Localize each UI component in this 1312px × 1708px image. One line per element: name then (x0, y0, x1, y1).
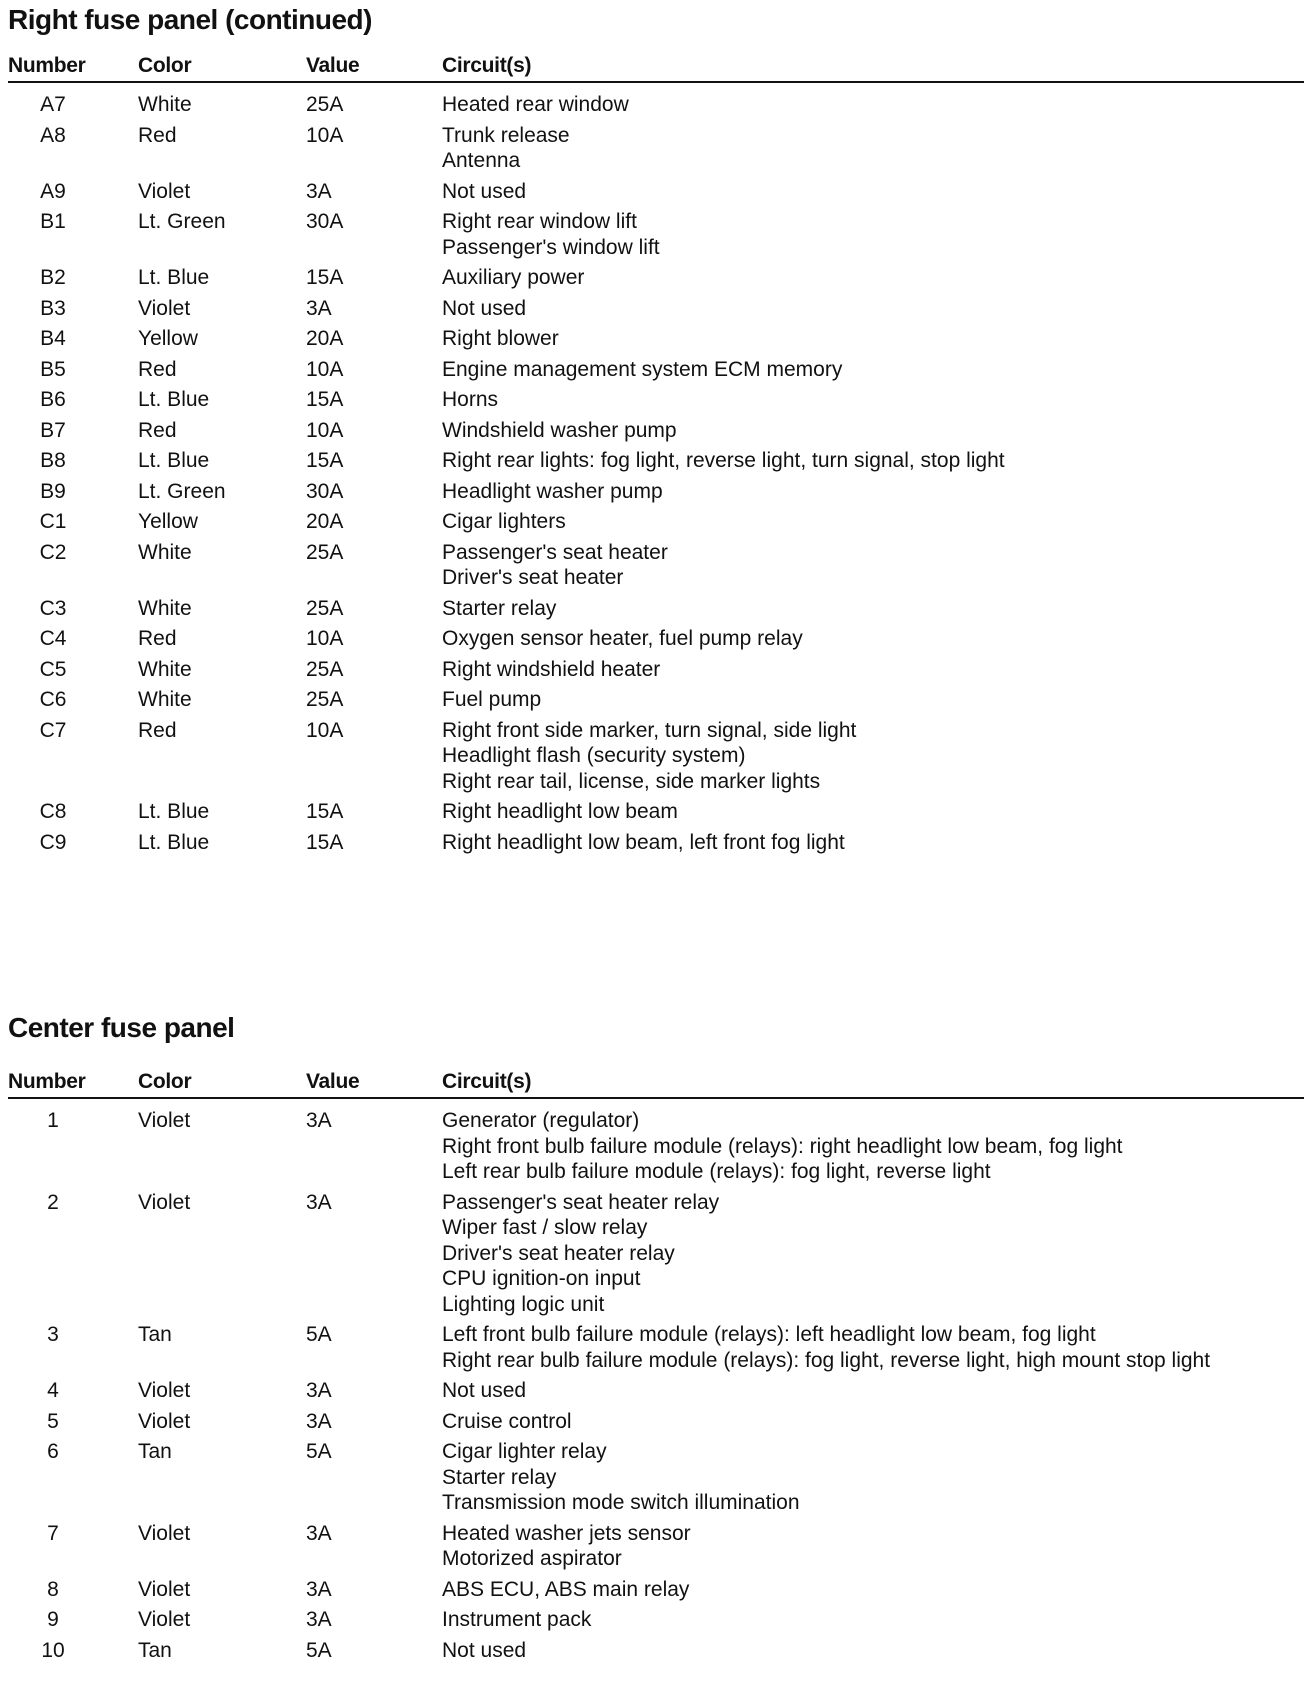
fuse-color: Tan (138, 1323, 172, 1346)
fuse-number: B1 (40, 210, 66, 233)
fuse-number: B8 (40, 449, 66, 472)
table-row (8, 209, 1304, 265)
fuse-number: 1 (47, 1109, 59, 1132)
circuit-line: Not used (442, 1379, 527, 1402)
fuse-circuits (442, 387, 1302, 413)
circuit-line: Passenger's seat heater (442, 540, 668, 564)
fuse-circuits (442, 1378, 1302, 1404)
circuit-line: Right front side marker, turn signal, side light (442, 718, 857, 742)
table-row (8, 596, 1304, 627)
table-row (8, 1521, 1304, 1577)
fuse-circuits (442, 718, 1302, 795)
fuse-color: Violet (138, 1190, 191, 1214)
fuse-number: A8 (40, 123, 66, 147)
fuse-number: 8 (47, 1577, 59, 1601)
circuit-line: Cigar lighter relay (442, 1440, 607, 1463)
header-color: Color (138, 1070, 192, 1093)
fuse-color: Lt. Blue (138, 800, 210, 823)
header-value: Value (306, 1070, 360, 1093)
fuse-color: White (138, 596, 192, 620)
fuse-circuits (442, 830, 1302, 856)
fuse-number: 6 (47, 1440, 59, 1463)
table-row (8, 418, 1304, 449)
table-body (8, 92, 1304, 860)
fuse-value: 3A (306, 1379, 332, 1402)
table-row (8, 1322, 1304, 1378)
fuse-circuits (442, 179, 1302, 205)
fuse-number: C6 (39, 688, 67, 711)
circuit-line: Driver's seat heater (442, 566, 624, 589)
right-fuse-panel-section (8, 2, 1304, 860)
table-row (8, 830, 1304, 861)
fuse-value: 10A (306, 357, 344, 381)
header-color: Color (138, 54, 192, 77)
fuse-color: Violet (138, 1521, 191, 1545)
circuit-line: Starter relay (442, 1465, 557, 1489)
fuse-color: Red (138, 123, 177, 147)
fuse-number: C5 (39, 657, 67, 681)
header-number: Number (8, 1070, 86, 1093)
circuit-line: Oxygen sensor heater, fuel pump relay (442, 627, 803, 650)
fuse-color: White (138, 688, 192, 711)
fuse-number: B3 (40, 296, 66, 320)
fuse-color: Red (138, 627, 177, 650)
circuit-line: Right rear window lift (442, 210, 637, 233)
fuse-color: Tan (138, 1440, 172, 1463)
fuse-number: B7 (40, 418, 66, 442)
fuse-color: White (138, 93, 192, 116)
fuse-number: B6 (40, 388, 66, 411)
fuse-circuits (442, 1322, 1302, 1373)
fuse-value: 3A (306, 1109, 332, 1132)
fuse-circuits (442, 687, 1302, 713)
fuse-value: 15A (306, 388, 344, 411)
fuse-value: 3A (306, 1190, 332, 1214)
table-row (8, 540, 1304, 596)
fuse-number: 5 (47, 1409, 59, 1433)
table-row (8, 687, 1304, 718)
fuse-color: Lt. Blue (138, 388, 210, 411)
fuse-circuits (442, 479, 1302, 505)
circuit-line: Instrument pack (442, 1608, 592, 1631)
fuse-number: C4 (39, 627, 67, 650)
circuit-line: Right blower (442, 327, 559, 350)
fuse-number: B5 (40, 357, 66, 381)
fuse-color: Violet (138, 1109, 191, 1132)
table-row (8, 123, 1304, 179)
circuit-line: Passenger's window lift (442, 235, 660, 259)
table-row (8, 1577, 1304, 1608)
fuse-number: 4 (47, 1379, 59, 1402)
fuse-circuits (442, 1638, 1302, 1664)
fuse-color: Lt. Blue (138, 830, 210, 854)
fuse-number: C8 (39, 800, 67, 823)
circuit-line: Antenna (442, 149, 521, 172)
fuse-value: 5A (306, 1638, 332, 1662)
circuit-line: Left front bulb failure module (relays): left headlight low beam, fog light (442, 1323, 1096, 1346)
fuse-circuits (442, 799, 1302, 825)
table-row (8, 479, 1304, 510)
circuit-line: Headlight washer pump (442, 479, 663, 503)
fuse-value: 3A (306, 1409, 332, 1433)
header-circuits: Circuit(s) (442, 54, 532, 77)
circuit-line: ABS ECU, ABS main relay (442, 1577, 690, 1601)
table-header (8, 52, 1304, 80)
fuse-circuits (442, 1108, 1302, 1185)
circuit-line: Right rear tail, license, side marker lights (442, 769, 821, 793)
fuse-number: 3 (47, 1323, 59, 1346)
header-circuits: Circuit(s) (442, 1070, 532, 1093)
fuse-circuits (442, 209, 1302, 260)
fuse-value: 15A (306, 830, 344, 854)
circuit-line: Driver's seat heater relay (442, 1241, 675, 1265)
fuse-color: Violet (138, 1577, 191, 1601)
fuse-circuits (442, 1521, 1302, 1572)
fuse-number: 7 (47, 1521, 59, 1545)
fuse-value: 3A (306, 179, 332, 203)
circuit-line: Trunk release (442, 123, 570, 147)
fuse-circuits (442, 92, 1302, 118)
fuse-color: White (138, 657, 192, 681)
table-row (8, 1409, 1304, 1440)
table-row (8, 657, 1304, 688)
fuse-circuits (442, 626, 1302, 652)
fuse-color: Tan (138, 1638, 172, 1662)
fuse-number: C1 (39, 510, 67, 533)
circuit-line: Heated washer jets sensor (442, 1521, 691, 1545)
circuit-line: Left rear bulb failure module (relays): fog light, reverse light (442, 1160, 991, 1183)
table-row (8, 92, 1304, 123)
circuit-line: Transmission mode switch illumination (442, 1491, 800, 1514)
table-body (8, 1108, 1304, 1668)
fuse-color: Lt. Blue (138, 449, 210, 472)
fuse-value: 20A (306, 510, 344, 533)
fuse-circuits (442, 123, 1302, 174)
fuse-value: 15A (306, 800, 344, 823)
header-rule (8, 81, 1304, 83)
fuse-value: 30A (306, 479, 344, 503)
fuse-number: 10 (41, 1638, 65, 1662)
fuse-color: Lt. Blue (138, 266, 210, 289)
circuit-line: Not used (442, 1638, 527, 1662)
fuse-value: 3A (306, 296, 332, 320)
table-row (8, 1607, 1304, 1638)
fuse-circuits (442, 1409, 1302, 1435)
table-row (8, 626, 1304, 657)
fuse-value: 3A (306, 1577, 332, 1601)
fuse-value: 5A (306, 1323, 332, 1346)
fuse-value: 25A (306, 540, 344, 564)
circuit-line: Right headlight low beam (442, 800, 678, 823)
fuse-number: A7 (40, 93, 66, 116)
circuit-line: Motorized aspirator (442, 1547, 622, 1570)
circuit-line: Generator (regulator) (442, 1109, 640, 1132)
circuit-line: Cigar lighters (442, 510, 566, 533)
fuse-number: B9 (40, 479, 66, 503)
center-fuse-panel-section (8, 1010, 1304, 1668)
circuit-line: Wiper fast / slow relay (442, 1216, 648, 1239)
fuse-value: 30A (306, 210, 344, 233)
table-row (8, 1108, 1304, 1190)
fuse-number: B4 (40, 327, 66, 350)
table-row (8, 326, 1304, 357)
fuse-circuits (442, 1577, 1302, 1603)
fuse-color: Violet (138, 179, 191, 203)
fuse-number: 2 (47, 1190, 59, 1214)
fuse-color: Red (138, 418, 177, 442)
fuse-circuits (442, 1190, 1302, 1318)
circuit-line: Not used (442, 179, 527, 203)
fuse-color: Lt. Green (138, 210, 226, 233)
table-row (8, 357, 1304, 388)
table-row (8, 387, 1304, 418)
circuit-line: Headlight flash (security system) (442, 744, 746, 767)
fuse-circuits (442, 418, 1302, 444)
fuse-number: C9 (39, 830, 67, 854)
fuse-circuits (442, 657, 1302, 683)
fuse-number: A9 (40, 179, 66, 203)
table-row (8, 296, 1304, 327)
fuse-circuits (442, 296, 1302, 322)
fuse-circuits (442, 1607, 1302, 1633)
fuse-number: C3 (39, 596, 67, 620)
fuse-value: 3A (306, 1521, 332, 1545)
header-number: Number (8, 54, 86, 77)
fuse-value: 5A (306, 1440, 332, 1463)
section-title: Center fuse panel (8, 1012, 235, 1043)
circuit-line: Auxiliary power (442, 266, 585, 289)
fuse-color: Violet (138, 1379, 191, 1402)
fuse-value: 25A (306, 657, 344, 681)
circuit-line: Cruise control (442, 1409, 572, 1433)
circuit-line: Right front bulb failure module (relays): right headlight low beam, fog light (442, 1134, 1123, 1158)
table-row (8, 265, 1304, 296)
table-row (8, 799, 1304, 830)
fuse-circuits (442, 448, 1302, 474)
fuse-circuits (442, 326, 1302, 352)
fuse-value: 25A (306, 688, 344, 711)
circuit-line: Heated rear window (442, 93, 629, 116)
table-row (8, 509, 1304, 540)
fuse-color: Red (138, 718, 177, 742)
fuse-number: C2 (39, 540, 67, 564)
circuit-line: Lighting logic unit (442, 1292, 605, 1316)
fuse-number: B2 (40, 266, 66, 289)
fuse-number: C7 (39, 718, 67, 742)
section-title: Right fuse panel (continued) (8, 4, 372, 35)
fuse-value: 20A (306, 327, 344, 350)
header-value: Value (306, 54, 360, 77)
fuse-circuits (442, 265, 1302, 291)
header-rule (8, 1097, 1304, 1099)
fuse-color: Violet (138, 296, 191, 320)
fuse-color: Yellow (138, 510, 198, 533)
fuse-value: 10A (306, 627, 344, 650)
fuse-circuits (442, 509, 1302, 535)
circuit-line: Windshield washer pump (442, 418, 677, 442)
fuse-value: 10A (306, 418, 344, 442)
table-row (8, 1638, 1304, 1669)
table-row (8, 179, 1304, 210)
fuse-circuits (442, 1439, 1302, 1516)
fuse-value: 15A (306, 266, 344, 289)
circuit-line: CPU ignition-on input (442, 1267, 641, 1290)
fuse-value: 10A (306, 123, 344, 147)
circuit-line: Passenger's seat heater relay (442, 1190, 720, 1214)
fuse-circuits (442, 540, 1302, 591)
circuit-line: Not used (442, 296, 527, 320)
circuit-line: Right rear lights: fog light, reverse light, turn signal, stop light (442, 449, 1005, 472)
table-row (8, 718, 1304, 800)
table-row (8, 1190, 1304, 1323)
fuse-color: Red (138, 357, 177, 381)
circuit-line: Starter relay (442, 596, 557, 620)
fuse-number: 9 (47, 1608, 59, 1631)
fuse-circuits (442, 357, 1302, 383)
table-row (8, 1378, 1304, 1409)
fuse-value: 15A (306, 449, 344, 472)
fuse-value: 25A (306, 596, 344, 620)
circuit-line: Engine management system ECM memory (442, 357, 843, 381)
fuse-color: Lt. Green (138, 479, 226, 503)
fuse-value: 10A (306, 718, 344, 742)
fuse-color: White (138, 540, 192, 564)
table-row (8, 1439, 1304, 1521)
table-row (8, 448, 1304, 479)
circuit-line: Fuel pump (442, 688, 542, 711)
table-header (8, 1068, 1304, 1096)
fuse-color: Violet (138, 1409, 191, 1433)
fuse-value: 25A (306, 93, 344, 116)
circuit-line: Right windshield heater (442, 657, 661, 681)
circuit-line: Horns (442, 388, 499, 411)
circuit-line: Right rear bulb failure module (relays): fog light, reverse light, high mount stop light (442, 1348, 1211, 1372)
fuse-color: Yellow (138, 327, 198, 350)
fuse-color: Violet (138, 1608, 191, 1631)
fuse-circuits (442, 596, 1302, 622)
fuse-value: 3A (306, 1608, 332, 1631)
circuit-line: Right headlight low beam, left front fog light (442, 830, 845, 854)
